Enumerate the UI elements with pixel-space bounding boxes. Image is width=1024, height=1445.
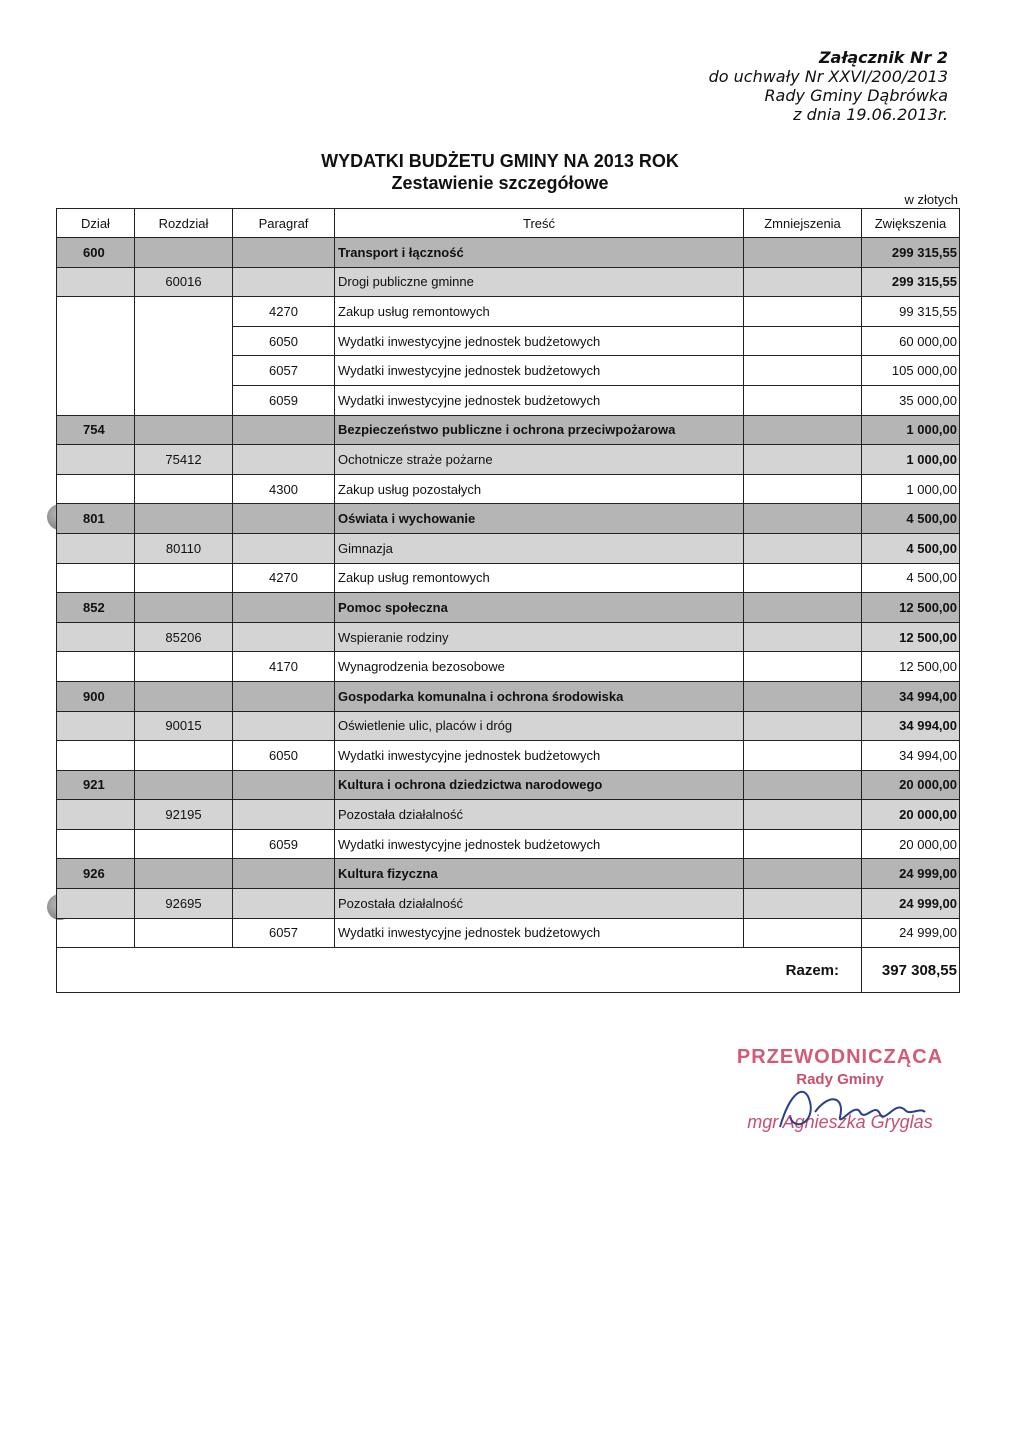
cell-zwiekszenia: 4 500,00 [862,504,960,534]
table-row [57,800,960,830]
cell-paragraf [233,711,335,741]
cell-paragraf: 6050 [233,326,335,356]
cell-zwiekszenia: 105 000,00 [862,356,960,386]
document-subtitle: Zestawienie szczegółowe [391,173,609,193]
cell-dzial [57,533,135,563]
annex-council: Rady Gminy Dąbrówka [764,86,948,105]
table-row [57,681,960,711]
cell-tresc: Wydatki inwestycyjne jednostek budżetowych [335,741,744,771]
cell-zmniejszenia [744,800,862,830]
cell-paragraf: 4170 [233,652,335,682]
cell-zwiekszenia: 12 500,00 [862,593,960,623]
cell-zwiekszenia: 35 000,00 [862,385,960,415]
cell-dzial [57,563,135,593]
table-row [57,829,960,859]
cell-tresc: Wynagrodzenia bezosobowe [335,652,744,682]
unit-label: w złotych [904,192,958,207]
annex-resolution: do uchwały Nr XXVI/200/2013 [708,67,948,86]
cell-tresc: Pozostała działalność [335,889,744,919]
cell-paragraf [233,504,335,534]
table-header-row [57,209,960,238]
cell-tresc: Pomoc społeczna [335,593,744,623]
cell-paragraf: 6057 [233,918,335,948]
table-row [57,918,960,948]
cell-dzial [57,267,135,297]
cell-dzial: 900 [57,681,135,711]
cell-zmniejszenia [744,711,862,741]
cell-dzial [57,652,135,682]
cell-zmniejszenia [744,622,862,652]
cell-zmniejszenia [744,593,862,623]
table-row [57,474,960,504]
cell-tresc: Ochotnicze straże pożarne [335,445,744,475]
cell-paragraf: 6059 [233,385,335,415]
table-row [57,859,960,889]
cell-zmniejszenia [744,474,862,504]
cell-tresc: Gimnazja [335,533,744,563]
cell-paragraf [233,415,335,445]
cell-zwiekszenia: 34 994,00 [862,741,960,771]
total-row [57,948,960,993]
table-row [57,297,960,327]
cell-zmniejszenia [744,533,862,563]
cell-tresc: Oświata i wychowanie [335,504,744,534]
total-label: Razem: [57,948,862,993]
cell-dzial [57,445,135,475]
cell-zwiekszenia: 12 500,00 [862,652,960,682]
cell-dzial [57,741,135,771]
cell-rozdzial [135,504,233,534]
cell-zwiekszenia: 4 500,00 [862,563,960,593]
header-dzial: Dział [57,209,135,238]
cell-zwiekszenia: 24 999,00 [862,918,960,948]
cell-paragraf [233,622,335,652]
table-row [57,504,960,534]
cell-rozdzial [135,385,233,415]
cell-rozdzial [135,829,233,859]
cell-dzial: 801 [57,504,135,534]
cell-dzial [57,474,135,504]
cell-dzial: 921 [57,770,135,800]
cell-paragraf [233,533,335,563]
cell-dzial: 600 [57,238,135,268]
cell-dzial: 852 [57,593,135,623]
cell-zmniejszenia [744,563,862,593]
table-row [57,593,960,623]
cell-tresc: Wydatki inwestycyjne jednostek budżetowych [335,356,744,386]
cell-rozdzial [135,918,233,948]
cell-rozdzial: 60016 [135,267,233,297]
cell-rozdzial [135,297,233,327]
cell-zmniejszenia [744,326,862,356]
cell-tresc: Wydatki inwestycyjne jednostek budżetowych [335,326,744,356]
table-row [57,415,960,445]
cell-rozdzial: 80110 [135,533,233,563]
cell-rozdzial: 92195 [135,800,233,830]
budget-table [56,208,960,993]
document-title-block [250,150,750,194]
cell-rozdzial [135,652,233,682]
cell-dzial [57,385,135,415]
cell-zwiekszenia: 4 500,00 [862,533,960,563]
cell-zmniejszenia [744,297,862,327]
cell-zwiekszenia: 20 000,00 [862,800,960,830]
cell-zwiekszenia: 12 500,00 [862,622,960,652]
cell-zwiekszenia: 24 999,00 [862,859,960,889]
cell-tresc: Bezpieczeństwo publiczne i ochrona przeciwpożarowa [335,415,744,445]
cell-tresc: Drogi publiczne gminne [335,267,744,297]
total-value: 397 308,55 [862,948,960,993]
cell-zwiekszenia: 34 994,00 [862,711,960,741]
cell-rozdzial: 90015 [135,711,233,741]
header-zwiekszenia: Zwiększenia [862,209,960,238]
stamp-title: PRZEWODNICZĄCA [736,1046,944,1068]
cell-dzial [57,829,135,859]
budget-table-wrapper [56,208,959,993]
cell-zmniejszenia [744,681,862,711]
cell-tresc: Oświetlenie ulic, placów i dróg [335,711,744,741]
cell-rozdzial [135,563,233,593]
cell-paragraf [233,267,335,297]
table-row [57,533,960,563]
annex-date: z dnia 19.06.2013r. [793,105,948,124]
table-row [57,238,960,268]
cell-zwiekszenia: 99 315,55 [862,297,960,327]
cell-rozdzial [135,741,233,771]
cell-rozdzial [135,681,233,711]
cell-rozdzial [135,593,233,623]
cell-rozdzial [135,326,233,356]
table-body [57,238,960,948]
cell-dzial [57,622,135,652]
cell-zmniejszenia [744,741,862,771]
cell-tresc: Pozostała działalność [335,800,744,830]
cell-dzial [57,711,135,741]
handwritten-signature-icon [760,1072,930,1142]
cell-zwiekszenia: 299 315,55 [862,267,960,297]
cell-rozdzial [135,474,233,504]
cell-zwiekszenia: 24 999,00 [862,889,960,919]
cell-zwiekszenia: 34 994,00 [862,681,960,711]
table-row [57,563,960,593]
annex-title: Załącznik Nr 2 [818,48,948,67]
cell-paragraf: 4270 [233,297,335,327]
cell-zwiekszenia: 1 000,00 [862,415,960,445]
cell-rozdzial [135,415,233,445]
cell-rozdzial: 85206 [135,622,233,652]
cell-paragraf [233,800,335,830]
cell-zwiekszenia: 20 000,00 [862,770,960,800]
cell-rozdzial: 75412 [135,445,233,475]
table-row [57,385,960,415]
cell-dzial [57,326,135,356]
table-row [57,356,960,386]
cell-zmniejszenia [744,889,862,919]
document-title: WYDATKI BUDŻETU GMINY NA 2013 ROK [321,151,679,171]
cell-dzial: 926 [57,859,135,889]
cell-zmniejszenia [744,385,862,415]
cell-paragraf [233,681,335,711]
cell-zmniejszenia [744,859,862,889]
cell-tresc: Kultura i ochrona dziedzictwa narodowego [335,770,744,800]
table-row [57,770,960,800]
cell-paragraf [233,593,335,623]
cell-zwiekszenia: 20 000,00 [862,829,960,859]
annex-header [709,48,948,124]
cell-rozdzial [135,356,233,386]
cell-tresc: Zakup usług remontowych [335,297,744,327]
cell-paragraf [233,238,335,268]
cell-paragraf [233,445,335,475]
cell-paragraf [233,859,335,889]
cell-tresc: Wydatki inwestycyjne jednostek budżetowych [335,829,744,859]
cell-zmniejszenia [744,829,862,859]
cell-tresc: Zakup usług pozostałych [335,474,744,504]
cell-tresc: Wydatki inwestycyjne jednostek budżetowych [335,918,744,948]
cell-tresc: Wspieranie rodziny [335,622,744,652]
cell-paragraf: 6057 [233,356,335,386]
cell-paragraf [233,889,335,919]
table-row [57,326,960,356]
cell-zmniejszenia [744,356,862,386]
cell-tresc: Kultura fizyczna [335,859,744,889]
cell-paragraf: 4270 [233,563,335,593]
cell-zwiekszenia: 299 315,55 [862,238,960,268]
cell-zmniejszenia [744,504,862,534]
table-row [57,741,960,771]
cell-paragraf: 6050 [233,741,335,771]
cell-zwiekszenia: 60 000,00 [862,326,960,356]
cell-dzial [57,889,135,919]
cell-paragraf [233,770,335,800]
table-row [57,889,960,919]
cell-zwiekszenia: 1 000,00 [862,445,960,475]
table-row [57,445,960,475]
cell-zmniejszenia [744,267,862,297]
cell-zmniejszenia [744,445,862,475]
cell-dzial [57,800,135,830]
header-zmniejszenia: Zmniejszenia [744,209,862,238]
table-row [57,652,960,682]
cell-dzial [57,918,135,948]
cell-dzial: 754 [57,415,135,445]
table-row [57,622,960,652]
header-tresc: Treść [335,209,744,238]
cell-rozdzial [135,770,233,800]
cell-tresc: Gospodarka komunalna i ochrona środowiska [335,681,744,711]
header-rozdzial: Rozdział [135,209,233,238]
cell-rozdzial [135,238,233,268]
cell-paragraf: 4300 [233,474,335,504]
cell-zmniejszenia [744,415,862,445]
cell-zmniejszenia [744,652,862,682]
header-paragraf: Paragraf [233,209,335,238]
cell-dzial [57,297,135,327]
cell-tresc: Transport i łączność [335,238,744,268]
table-row [57,711,960,741]
table-row [57,267,960,297]
cell-tresc: Wydatki inwestycyjne jednostek budżetowych [335,385,744,415]
cell-rozdzial: 92695 [135,889,233,919]
cell-zmniejszenia [744,918,862,948]
cell-paragraf: 6059 [233,829,335,859]
stamp-council: Rady Gminy [796,1071,884,1088]
cell-tresc: Zakup usług remontowych [335,563,744,593]
cell-dzial [57,356,135,386]
cell-zwiekszenia: 1 000,00 [862,474,960,504]
cell-rozdzial [135,859,233,889]
stamp-name: mgr Agnieszka Gryglas [747,1112,933,1132]
cell-zmniejszenia [744,770,862,800]
cell-zmniejszenia [744,238,862,268]
